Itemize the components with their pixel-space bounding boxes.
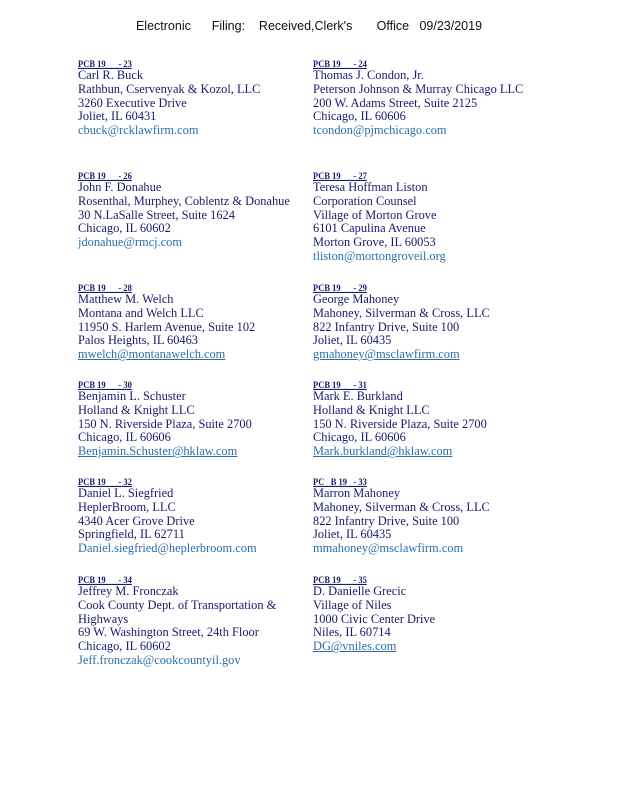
email-link[interactable]: DG@vniles.com	[313, 639, 397, 654]
organization: Village of Morton Grove	[313, 207, 437, 222]
organization: Montana and Welch LLC	[78, 305, 204, 320]
service-entry	[313, 476, 613, 556]
email-link[interactable]: Jeff.fronczak@cookcountyil.gov	[78, 652, 241, 667]
email-link[interactable]: jdonahue@rmcj.com	[78, 235, 182, 250]
city-state-zip: Joliet, IL 60435	[313, 527, 392, 542]
city-state-zip: Chicago, IL 60602	[78, 639, 171, 654]
email-link[interactable]: mwelch@montanawelch.com	[78, 347, 226, 362]
street-address: 11950 S. Harlem Avenue, Suite 102	[78, 319, 256, 334]
organization: Mahoney, Silverman & Cross, LLC	[313, 305, 490, 320]
contact-name: Thomas J. Condon, Jr.	[313, 68, 424, 82]
organization: Peterson Johnson & Murray Chicago LLC	[313, 81, 524, 96]
case-number: PCB 19 - 31	[313, 379, 367, 390]
city-state-zip: Chicago, IL 60606	[313, 430, 406, 445]
contact-name: Benjamin L. Schuster	[78, 389, 186, 403]
email-link[interactable]: tliston@mortongroveil.org	[313, 248, 446, 263]
street-address: 150 N. Riverside Plaza, Suite 2700	[313, 416, 487, 431]
contact-name: Matthew M. Welch	[78, 292, 174, 306]
organization: Cook County Dept. of Transportation &	[78, 597, 277, 612]
contact-name: Teresa Hoffman Liston	[313, 180, 428, 194]
contact-name: Jeffrey M. Fronczak	[78, 584, 179, 598]
case-number: PCB 19 - 26	[78, 170, 132, 181]
street-address: 6101 Capulina Avenue	[313, 221, 426, 236]
city-state-zip: Palos Heights, IL 60463	[78, 333, 198, 348]
case-number: PCB 19 - 29	[313, 282, 367, 293]
service-entry	[313, 379, 613, 459]
service-entry	[313, 574, 613, 654]
case-number: PCB 19 - 28	[78, 282, 132, 293]
organization: Village of Niles	[313, 597, 392, 612]
street-address: 200 W. Adams Street, Suite 2125	[313, 95, 478, 110]
street-address: 30 N.LaSalle Street, Suite 1624	[78, 207, 235, 222]
case-number: PCB 19 - 23	[78, 58, 132, 69]
contact-name: Mark E. Burkland	[313, 389, 403, 403]
organization: HeplerBroom, LLC	[78, 499, 176, 514]
city-state-zip: Niles, IL 60714	[313, 625, 391, 640]
case-number: PCB 19 - 30	[78, 379, 132, 390]
city-state-zip: Springfield, IL 62711	[78, 527, 185, 542]
city-state-zip: Morton Grove, IL 60053	[313, 235, 436, 250]
organization: Holland & Knight LLC	[78, 402, 195, 417]
street-address: 822 Infantry Drive, Suite 100	[313, 513, 460, 528]
service-entry	[313, 170, 613, 264]
contact-name: Carl R. Buck	[78, 68, 144, 82]
street-address: 1000 Civic Center Drive	[313, 611, 436, 626]
street-address: 150 N. Riverside Plaza, Suite 2700	[78, 416, 252, 431]
service-entry	[313, 282, 613, 362]
service-entry	[313, 58, 613, 138]
organization-continued: Highways	[78, 611, 129, 626]
case-number: PCB 19 - 24	[313, 58, 367, 69]
organization: Rosenthal, Murphey, Coblentz & Donahue	[78, 194, 290, 208]
email-link[interactable]: Benjamin.Schuster@hklaw.com	[78, 444, 238, 459]
contact-name: D. Danielle Grecic	[313, 584, 407, 598]
city-state-zip: Joliet, IL 60435	[313, 333, 392, 348]
email-link[interactable]: Mark.burkland@hklaw.com	[313, 444, 453, 459]
city-state-zip: Chicago, IL 60602	[78, 221, 171, 236]
street-address: 69 W. Washington Street, 24th Floor	[78, 625, 259, 640]
email-link[interactable]: Daniel.siegfried@heplerbroom.com	[78, 541, 257, 556]
case-number: PCB 19 - 34	[78, 574, 132, 585]
contact-name: Daniel L. Siegfried	[78, 486, 174, 500]
street-address: 3260 Executive Drive	[78, 95, 187, 110]
email-link[interactable]: cbuck@rcklawfirm.com	[78, 123, 199, 138]
case-number: PC B 19 - 33	[313, 476, 367, 487]
city-state-zip: Joliet, IL 60431	[78, 109, 157, 124]
contact-name: George Mahoney	[313, 292, 400, 306]
title: Corporation Counsel	[313, 193, 417, 208]
organization: Holland & Knight LLC	[313, 402, 430, 417]
email-link[interactable]: tcondon@pjmchicago.com	[313, 123, 447, 138]
organization: Rathbun, Cservenyak & Kozol, LLC	[78, 81, 261, 96]
contact-name: Marron Mahoney	[313, 486, 401, 500]
email-link[interactable]: mmahoney@msclawfirm.com	[313, 541, 464, 556]
case-number: PCB 19 - 32	[78, 476, 132, 487]
email-link[interactable]: gmahoney@msclawfirm.com	[313, 347, 460, 362]
contact-name: John F. Donahue	[78, 180, 162, 194]
street-address: 4340 Acer Grove Drive	[78, 513, 195, 528]
city-state-zip: Chicago, IL 60606	[313, 109, 406, 124]
city-state-zip: Chicago, IL 60606	[78, 430, 171, 445]
street-address: 822 Infantry Drive, Suite 100	[313, 319, 460, 334]
organization: Mahoney, Silverman & Cross, LLC	[313, 499, 490, 514]
case-number: PCB 19 - 35	[313, 574, 367, 585]
case-number: PCB 19 - 27	[313, 170, 367, 181]
filing-stamp-header: Electronic Filing: Received,Clerk's Office 09/23/2019	[135, 19, 483, 33]
